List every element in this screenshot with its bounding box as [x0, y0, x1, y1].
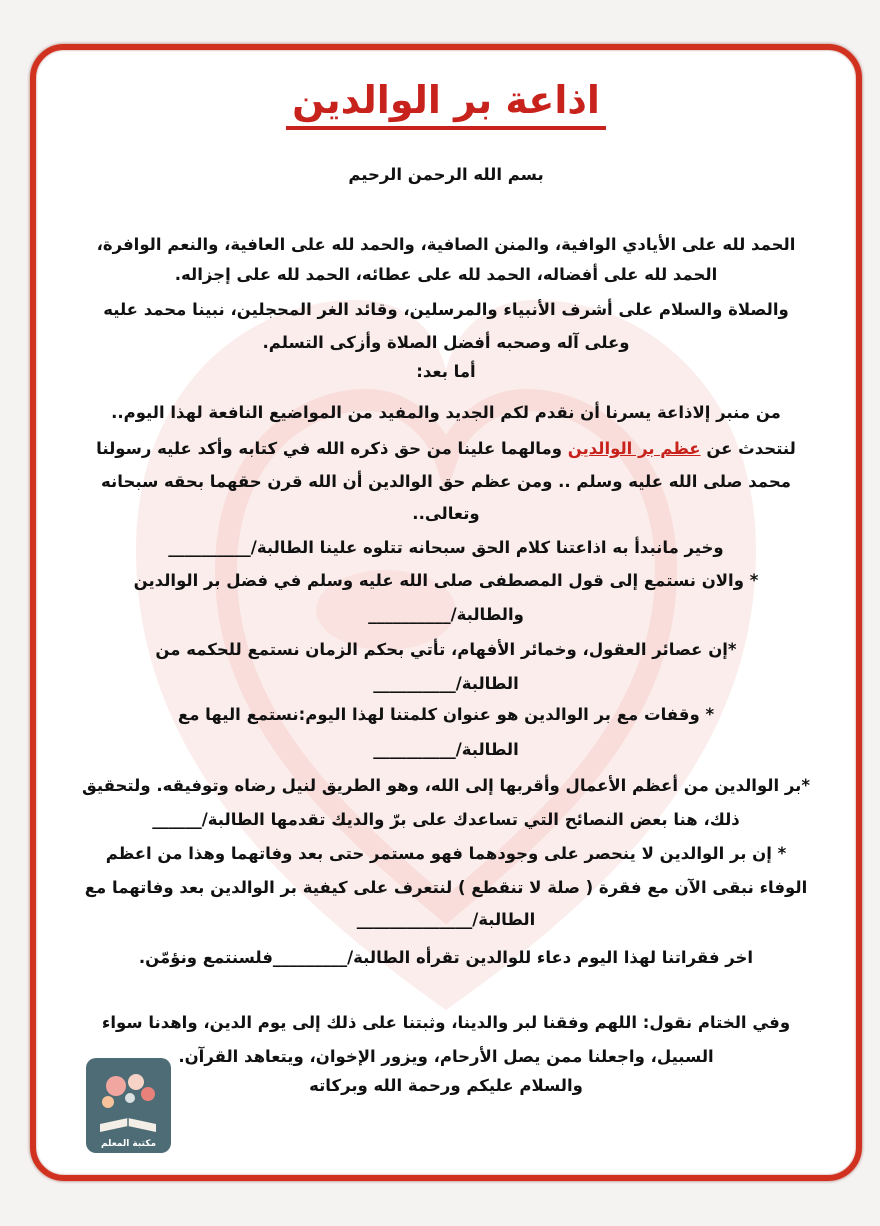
text-line-7 [42, 437, 850, 461]
library-logo [86, 1058, 171, 1153]
text-line-7-post: ومالهما علينا من حق ذكره الله في كتابه وأكد عليه رسولنا [96, 439, 568, 458]
text-line-11: * والان نستمع إلى قول المصطفى صلى الله عليه وسلم في فضل بر الوالدين [133, 571, 759, 590]
document-frame [30, 44, 862, 1181]
text-line-15: * وقفات مع بر الوالدين هو عنوان كلمتنا لهذا اليوم:نستمع اليها مع [177, 705, 715, 724]
logo-caption: مكتبة المعلم [100, 1139, 157, 1149]
text-line-4: وعلى آله وصحبه أفضل الصلاة وأزكى التسلم. [262, 333, 630, 352]
text-line-23: وفي الختام نقول: اللهم وفقنا لبر والدينا، وثبتنا على ذلك إلى يوم الدين، واهدنا سواء [101, 1013, 791, 1032]
page-title [36, 78, 856, 122]
highlighted-topic: عظم بر الوالدين [567, 439, 701, 458]
text-line-19: * إن بر الوالدين لا ينحصر على وجودهما فهو مستمر حتى بعد وفاتهما وهذا من اعظم [105, 844, 787, 863]
text-line-13: *إن عصائر العقول، وخمائر الأفهام، تأتي بحكم الزمان نستمع للحكمه من [155, 640, 737, 659]
text-line-22: اخر فقراتنا لهذا اليوم دعاء للوالدين تقرأه الطالبة/_________فلسنتمع ونؤمّن. [138, 948, 754, 967]
text-line-8: محمد صلى الله عليه وسلم .. ومن عظم حق الوالدين أن الله قرن حقهما بحقه سبحانه [101, 472, 791, 491]
text-line-14: الطالبة/__________ [373, 674, 519, 693]
text-line-16: الطالبة/__________ [373, 740, 519, 759]
basmala: بسم الله الرحمن الرحيم [348, 165, 544, 184]
title-text: اذاعة بر الوالدين [286, 78, 606, 130]
text-line-3: والصلاة والسلام على أشرف الأنبياء والمرسلين، وقائد الغر المحجلين، نبينا محمد عليه [103, 300, 789, 319]
text-line-21: الطالبة/______________ [356, 910, 536, 929]
text-line-1: الحمد لله على الأيادي الوافية، والمنن الصافية، والحمد لله على العافية، والنعم الوافرة، [96, 235, 796, 254]
text-line-12: والطالبة/__________ [368, 605, 524, 624]
closing-greeting: والسلام عليكم ورحمة الله وبركاته [309, 1076, 583, 1095]
text-line-10: وخير مانبدأ به اذاعتنا كلام الحق سبحانه تتلوه علينا الطالبة/__________ [168, 538, 724, 557]
text-line-20: الوفاء نبقى الآن مع فقرة ( صلة لا تنقطع ) لنتعرف على كيفية بر الوالدين بعد وفاتهما مع [84, 878, 808, 897]
text-line-2: الحمد لله على أفضاله، الحمد لله على عطائه، الحمد لله على إجزاله. [174, 265, 718, 284]
document-content [36, 50, 856, 1175]
text-line-24: السبيل، واجعلنا ممن يصل الأرحام، ويزور الإخوان، ويتعاهد القرآن. [178, 1047, 714, 1066]
text-line-7-pre: لنتحدث عن [700, 439, 796, 458]
text-line-5: أما بعد: [416, 362, 476, 381]
text-line-9: وتعالى.. [412, 504, 480, 523]
text-line-17: *بر الوالدين من أعظم الأعمال وأقربها إلى الله، وهو الطريق لنيل رضاه وتوفيقه. ولتحقيق [82, 776, 810, 795]
text-line-18: ذلك، هنا بعض النصائح التي تساعدك على برّ والديك تقدمها الطالبة/______ [152, 810, 740, 829]
text-line-6: من منبر إلاذاعة يسرنا أن نقدم لكم الجديد والمفيد من المواضيع النافعة لهذا اليوم.. [111, 403, 781, 422]
